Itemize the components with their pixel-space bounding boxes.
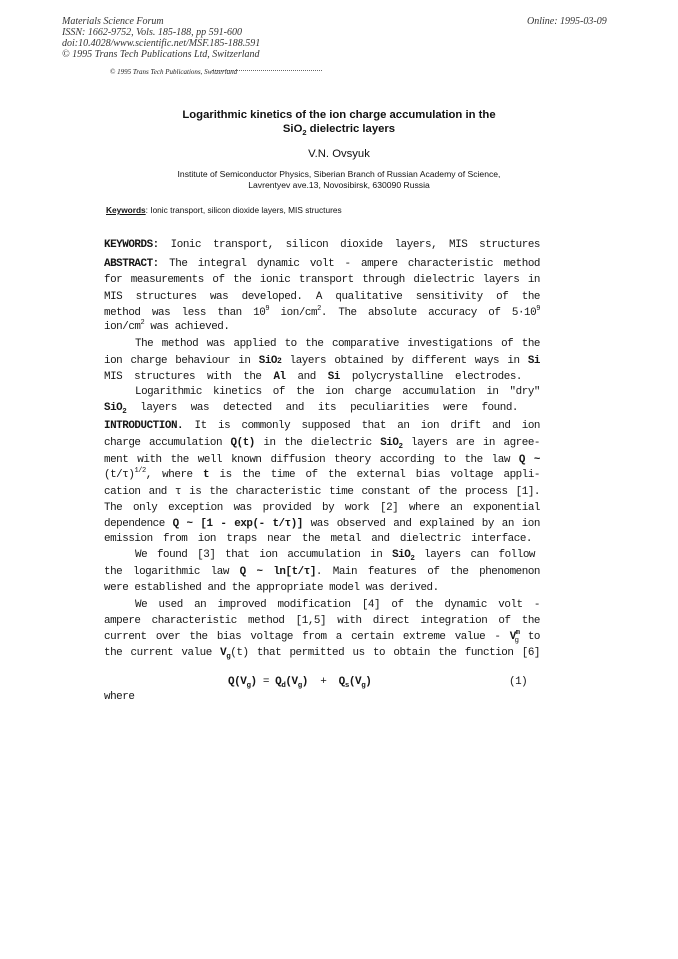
where-text: where bbox=[104, 691, 135, 703]
copyright-small: © 1995 Trans Tech Publications, Switzerland bbox=[110, 68, 238, 76]
doi-link[interactable]: doi:10.4028/www.scientific.net/MSF.185-188.591 bbox=[62, 38, 261, 49]
para5-line2: the logarithmic law Q ~ ln[t/τ]. Main features of the phenomenon bbox=[104, 566, 540, 578]
intro-line8: emission from ion traps near the metal and dielectric interface. bbox=[104, 533, 532, 545]
intro-line2: charge accumulation Q(t) in the dielectric SiO$_2$ layers are in agree- bbox=[104, 437, 541, 451]
online-date: Online: 1995-03-09 bbox=[527, 16, 607, 27]
author-name: V.N. Ovsyuk bbox=[308, 148, 370, 160]
para3-line2: SiO$_2$ layers was detected and its peculiarities were found. bbox=[104, 402, 518, 416]
paper-title-line2: SiO$_2$ dielectric layers bbox=[282, 123, 396, 137]
journal-name: Materials Science Forum bbox=[62, 16, 164, 27]
keywords-box bbox=[106, 205, 342, 215]
para6-line2: ampere characteristic method [1,5] with direct integration of the bbox=[104, 615, 540, 627]
abstract-line2: for measurements of the ionic transport through dielectric layers in bbox=[104, 274, 540, 286]
para6-line1: We used an improved modification [4] of the dynamic volt - bbox=[135, 599, 540, 611]
para5-line3: were established and the appropriate model was derived. bbox=[104, 582, 439, 594]
body-keywords: KEYWORDS: Ionic transport, silicon dioxide layers, MIS structures bbox=[104, 239, 541, 251]
intro-line1: INTRODUCTION. It is commonly supposed that an ion drift and ion bbox=[104, 420, 541, 432]
intro-line5: cation and τ is the characteristic time constant of the process [1]. bbox=[104, 486, 540, 498]
copyright-line: © 1995 Trans Tech Publications Ltd, Switzerland bbox=[62, 49, 260, 60]
intro-line4: $(t/\tau)^{1/2}$, where t is the time of the external bias voltage appli- bbox=[104, 467, 540, 481]
intro-line7: dependence Q ~ [1 - exp(- t/τ)] was observed and explained by an ion bbox=[104, 518, 540, 530]
keywords-text: : Ionic transport, silicon dioxide layers, MIS structures bbox=[145, 205, 342, 215]
para6-line4: the current value $V_g(t)$ that permitted us to obtain the function [6] bbox=[104, 647, 540, 661]
abstract-line4: method was less than $10^9$ ion/$cm^2$. The absolute accuracy of $5\cdot 10^9$ bbox=[104, 305, 540, 319]
para5-line1: We found [3] that ion accumulation in SiO$_2$ layers can follow bbox=[135, 549, 535, 563]
abstract-line3: MIS structures was developed. A qualitative sensitivity of the bbox=[104, 291, 540, 303]
equation-1: $Q(V_g) = Q_d(V_g) + Q_s(V_g)$ bbox=[228, 676, 372, 690]
abstract-line5: ion/$cm^2$ was achieved. bbox=[104, 319, 230, 333]
para6-line3: current over the bias voltage from a certain extreme value - $V^m_g$ to bbox=[104, 629, 540, 645]
affiliation-line1: Institute of Semiconductor Physics, Siberian Branch of Russian Academy of Science, bbox=[177, 169, 501, 179]
abstract-line1: ABSTRACT: The integral dynamic volt - ampere characteristic method bbox=[104, 258, 540, 270]
intro-line6: The only exception was provided by work [2] where an exponential bbox=[104, 502, 540, 514]
keywords-label: Keywords bbox=[106, 205, 146, 215]
para2-line2: ion charge behaviour in SiO2 layers obtained by different ways in Si bbox=[104, 355, 540, 367]
issn-line: ISSN: 1662-9752, Vols. 185-188, pp 591-600 bbox=[62, 27, 242, 38]
intro-line3: ment with the well known diffusion theory according to the law Q ~ bbox=[104, 454, 540, 466]
affiliation-line2: Lavrentyev ave.13, Novosibirsk, 630090 Russia bbox=[248, 180, 430, 190]
para2-line1: The method was applied to the comparative investigations of the bbox=[135, 338, 540, 350]
equation-number: (1) bbox=[509, 676, 528, 688]
para3-line1: Logarithmic kinetics of the ion charge accumulation in "dry" bbox=[135, 386, 540, 398]
para2-line3: MIS structures with the Al and Si polycrystalline electrodes. bbox=[104, 371, 522, 383]
paper-title-line1: Logarithmic kinetics of the ion charge accumulation in the bbox=[182, 109, 496, 121]
